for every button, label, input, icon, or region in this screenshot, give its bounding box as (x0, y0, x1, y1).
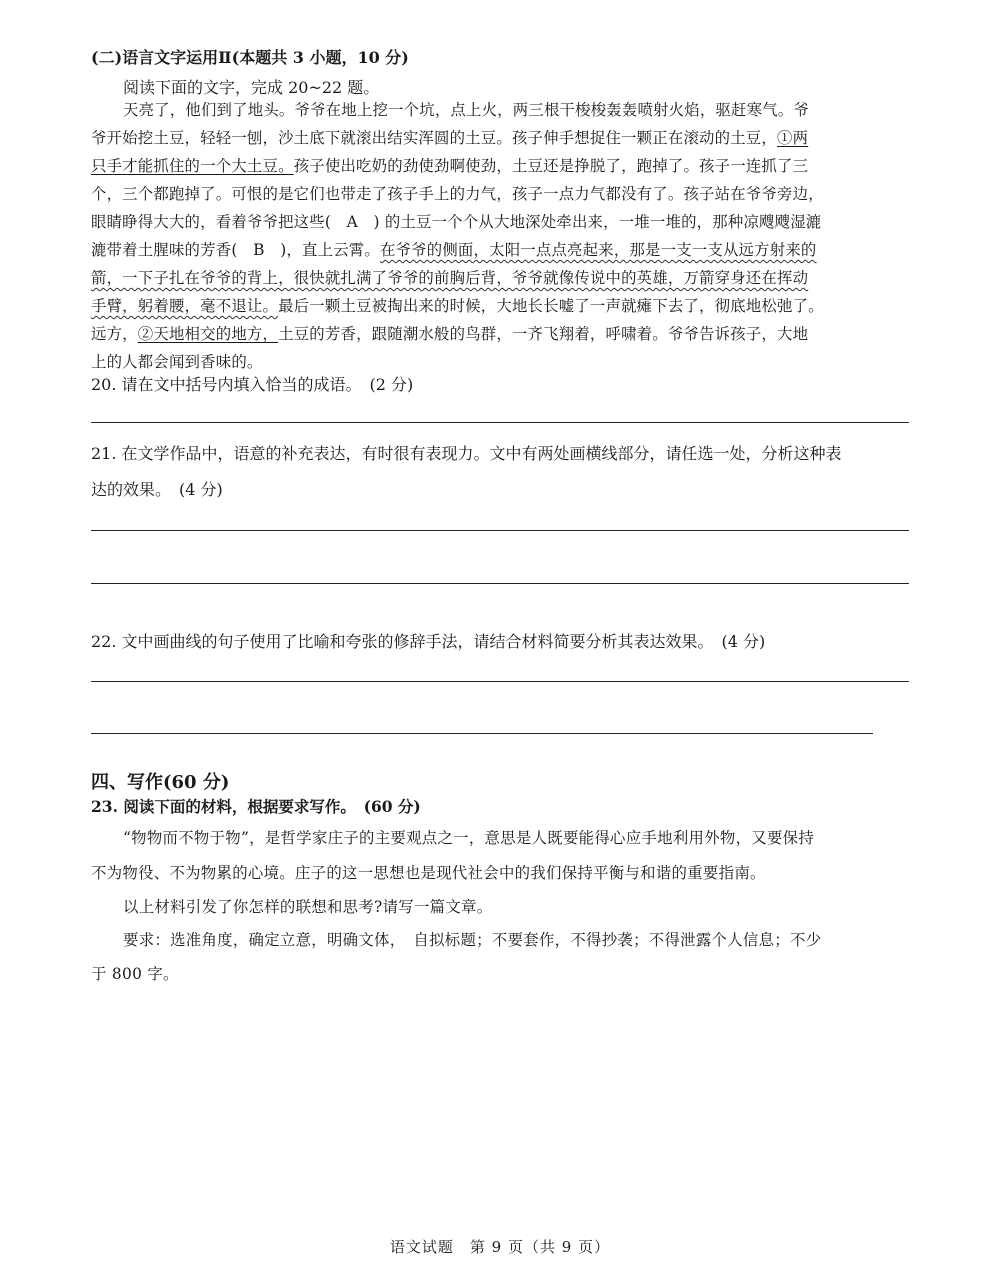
answer-line-21a[interactable] (91, 530, 909, 531)
question-21-line-2: 达的效果。 (4 分) (91, 480, 223, 499)
passage-line-6-text: 漉带着土腥味的芳香( B )，直上云霄。 (91, 241, 380, 259)
answer-line-20[interactable] (91, 422, 909, 423)
answer-line-22b[interactable] (91, 733, 873, 734)
underline-2: ②天地相交的地方， (137, 325, 279, 343)
underline-1-start: ①两 (777, 129, 809, 147)
material-line-3: 以上材料引发了你怎样的联想和思考?请写一篇文章。 (123, 898, 493, 916)
answer-line-22a[interactable] (91, 681, 909, 682)
underline-1-end: 只手才能抓住的一个大土豆。 (91, 157, 294, 175)
question-21-line-1: 21. 在文学作品中，语意的补充表达，有时很有表现力。文中有两处画横线部分，请任选一处，分析这种表 (91, 444, 842, 463)
material-line-1: “物物而不物于物”，是哲学家庄子的主要观点之一，意思是人既要能得心应手地利用外物，又要保持 (123, 829, 815, 847)
passage-line-5: 眼睛睁得大大的，看着爷爷把这些( A ) 的土豆一个个从大地深处牵出来，一堆一堆的，那种凉飕飕湿漉 (91, 213, 822, 231)
passage-line-2-text: 爷开始挖土豆，轻轻一刨，沙土底下就滚出结实浑圆的土豆。孩子伸手想捉住一颗正在滚动的土豆， (91, 129, 777, 147)
passage-line-8-text: 最后一颗土豆被掏出来的时候，大地长长嘘了一声就瘫下去了，彻底地松弛了。 (278, 297, 824, 315)
answer-line-21b[interactable] (91, 583, 909, 584)
wavy-underline-end: 手臂，躬着腰，毫不退让。 (91, 297, 279, 315)
passage-line-3 (91, 155, 808, 177)
requirements-line-1: 要求：选准角度，确定立意，明确文体， 自拟标题；不要套作，不得抄袭；不得泄露个人信息；不少 (123, 931, 822, 949)
question-23: 23. 阅读下面的材料，根据要求写作。 (60 分) (91, 797, 421, 816)
wavy-underline-middle: 箭，一下子扎在爷爷的背上，很快就扎满了爷爷的前胸后背，爷爷就像传说中的英雄，万箭穿身还在挥动 (91, 269, 809, 287)
passage-line-6 (91, 239, 817, 261)
question-22: 22. 文中画曲线的句子使用了比喻和夸张的修辞手法，请结合材料简要分析其表达效果。 (4 分) (91, 632, 766, 651)
material-line-2: 不为物役、不为物累的心境。庄子的这一思想也是现代社会中的我们保持平衡与和谐的重要指南。 (91, 864, 766, 882)
writing-heading: 四、写作(60 分) (91, 772, 230, 793)
passage-line-4: 个，三个都跑掉了。可恨的是它们也带走了孩子手上的力气，孩子一点力气都没有了。孩子站在爷爷旁边， (91, 185, 824, 203)
page-footer: 语文试题 第 9 页（共 9 页） (389, 1238, 611, 1256)
passage-line-10: 上的人都会闻到香味的。 (91, 353, 263, 371)
passage-line-8 (91, 295, 824, 317)
passage-line-9 (91, 323, 808, 345)
passage-line-9-text: 土豆的芳香，跟随潮水般的鸟群，一齐飞翔着，呼啸着。爷爷告诉孩子，大地 (278, 325, 809, 343)
wavy-underline-start: 在爷爷的侧面，太阳一点点亮起来，那是一支一支从远方射来的 (379, 241, 817, 259)
passage-line-2 (91, 127, 808, 149)
passage-line-3-text: 孩子使出吃奶的劲使劲啊使劲，土豆还是挣脱了，跑掉了。孩子一连抓了三 (293, 157, 809, 175)
section-instruction: 阅读下面的文字，完成 20~22 题。 (123, 78, 380, 97)
requirements-line-2: 于 800 字。 (91, 965, 179, 983)
question-20: 20. 请在文中括号内填入恰当的成语。 (2 分) (91, 375, 414, 394)
passage-line-1: 天亮了，他们到了地头。爷爷在地上挖一个坑，点上火，两三根干梭梭轰轰喷射火焰，驱赶寒气。爷 (123, 101, 809, 119)
section-heading: (二)语言文字运用Ⅱ(本题共 3 小题，10 分) (91, 48, 409, 67)
passage-line-9-start: 远方， (91, 325, 138, 343)
passage-line-7 (91, 267, 808, 289)
